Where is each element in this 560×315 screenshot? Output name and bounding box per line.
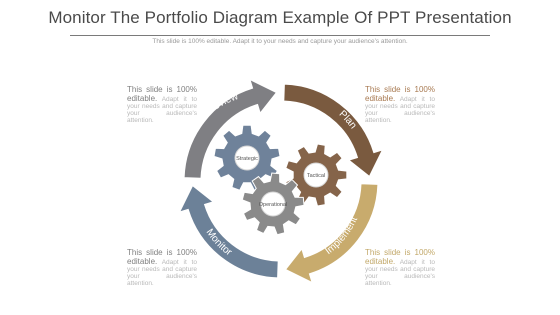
note-top-left-highlight: This slide is 100% editable.: [127, 85, 197, 103]
note-bottom-left-highlight: This slide is 100% editable.: [127, 248, 197, 266]
note-top-left-body: Adapt it to your needs and capture your audience's attention.: [127, 96, 197, 124]
page-title: Monitor The Portfolio Diagram Example Of PPT Presentation: [48, 8, 512, 27]
segment-monitor-label: Monitor: [203, 227, 234, 259]
segment-implement-label: Implement: [323, 215, 361, 258]
note-bottom-right-highlight: This slide is 100% editable.: [365, 248, 435, 266]
note-bottom-left-body: Adapt it to your needs and capture your audience's attention.: [127, 259, 197, 287]
gear-operational-label: Operational: [258, 202, 288, 208]
note-top-right-highlight: This slide is 100% editable.: [365, 85, 435, 103]
note-bottom-right-body: Adapt it to your needs and capture your audience's attention.: [365, 259, 435, 287]
gear-strategic-label: Strategic: [236, 156, 258, 162]
gear-tactical-label: Tactical: [306, 173, 326, 179]
note-top-right-body: Adapt it to your needs and capture your audience's attention.: [365, 96, 435, 124]
segment-review-label: Review: [205, 91, 240, 117]
segment-plan-label: Plan: [336, 108, 359, 132]
page-subtitle: This slide is 100% editable. Adapt it to your needs and capture your audience's attention.: [152, 38, 408, 45]
